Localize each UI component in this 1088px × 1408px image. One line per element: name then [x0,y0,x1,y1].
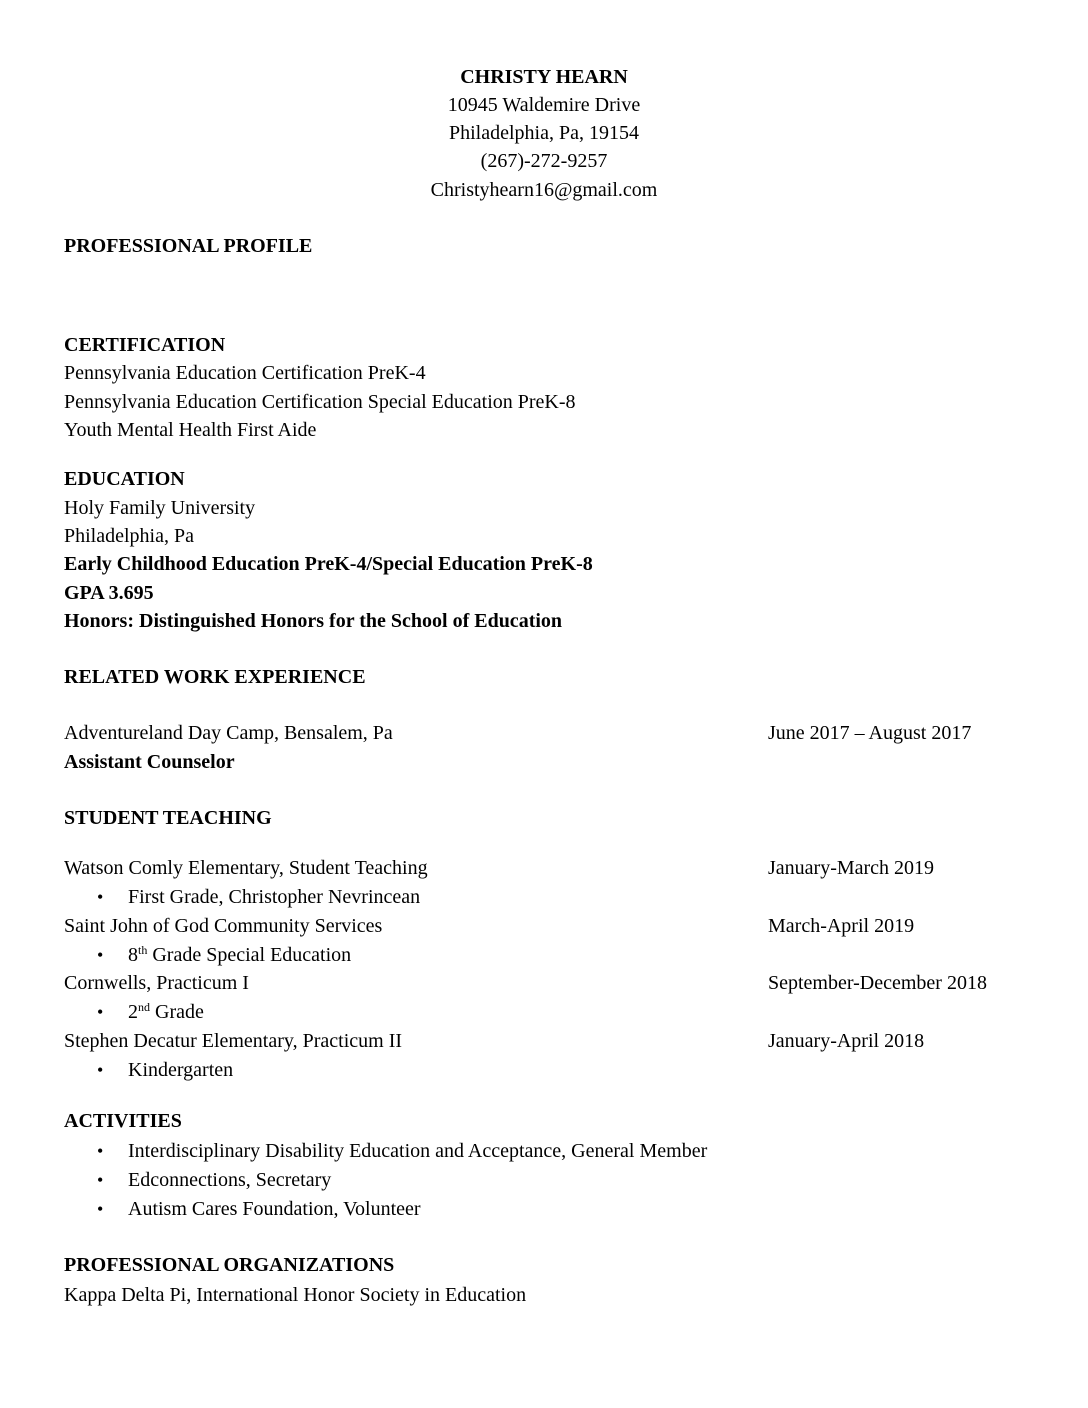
education-degree: Early Childhood Education PreK-4/Special Education PreK-8 [64,553,593,575]
work-dates: June 2017 – August 2017 [768,722,972,744]
organization-item: Kappa Delta Pi, International Honor Society in Education [64,1284,527,1306]
profile-heading: PROFESSIONAL PROFILE [64,235,313,257]
teaching-heading: STUDENT TEACHING [64,807,272,829]
teaching-dates: January-April 2018 [768,1030,925,1052]
address-line-2: Philadelphia, Pa, 19154 [449,122,639,144]
education-location: Philadelphia, Pa [64,525,194,547]
teaching-detail [128,943,351,967]
activity-item: • Autism Cares Foundation, Volunteer [128,1197,421,1221]
grade-text: Grade Special Education [147,944,352,966]
candidate-name: CHRISTY HEARN [460,66,628,88]
teaching-detail [128,1000,204,1024]
grade-number: 8 [128,944,138,966]
certification-heading: CERTIFICATION [64,334,226,356]
activities-heading: ACTIVITIES [64,1110,182,1132]
teaching-dates: January-March 2019 [768,857,935,879]
phone: (267)-272-9257 [480,150,608,172]
teaching-place: Watson Comly Elementary, Student Teaching [64,857,428,879]
email: Christyhearn16@gmail.com [430,179,658,201]
teaching-dates: September-December 2018 [768,972,987,994]
activity-item: • Edconnections, Secretary [128,1168,331,1192]
activity-item: • Interdisciplinary Disability Education and Acceptance, General Member [128,1139,707,1163]
certification-item: Pennsylvania Education Certification Special Education PreK-8 [64,391,576,413]
certification-item: Youth Mental Health First Aide [64,419,317,441]
organizations-heading: PROFESSIONAL ORGANIZATIONS [64,1254,395,1276]
grade-number: 2 [128,1001,138,1023]
ordinal-suffix: nd [138,1000,150,1014]
education-heading: EDUCATION [64,468,185,490]
work-heading: RELATED WORK EXPERIENCE [64,666,366,688]
teaching-dates: March-April 2019 [768,915,915,937]
address-line-1: 10945 Waldemire Drive [447,94,641,116]
teaching-detail: • First Grade, Christopher Nevrincean [128,885,420,909]
teaching-place: Saint John of God Community Services [64,915,383,937]
work-role: Assistant Counselor [64,751,235,773]
education-school: Holy Family University [64,497,256,519]
teaching-detail: • Kindergarten [128,1058,233,1082]
teaching-place: Stephen Decatur Elementary, Practicum II [64,1030,403,1052]
certification-item: Pennsylvania Education Certification PreK-4 [64,362,426,384]
grade-text: Grade [150,1001,204,1023]
education-honors: Honors: Distinguished Honors for the School of Education [64,610,563,632]
teaching-place: Cornwells, Practicum I [64,972,249,994]
ordinal-suffix: th [138,943,148,957]
work-place: Adventureland Day Camp, Bensalem, Pa [64,722,393,744]
education-gpa: GPA 3.695 [64,582,154,604]
